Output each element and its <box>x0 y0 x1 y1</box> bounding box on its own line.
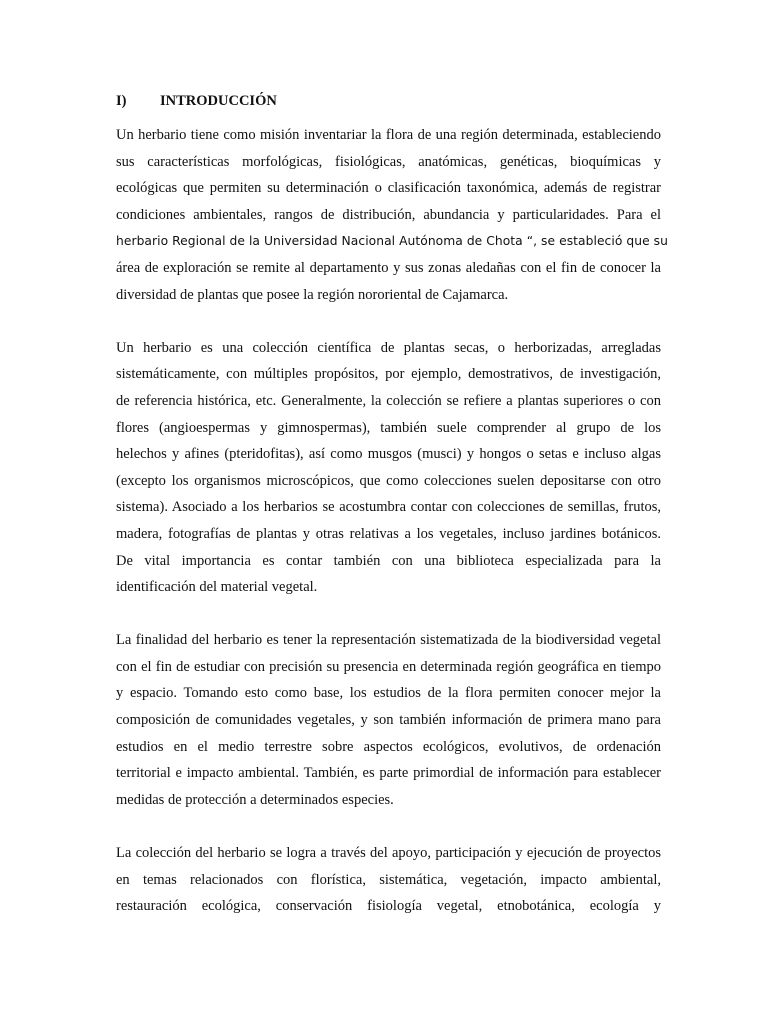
section-title: INTRODUCCIÓN <box>160 93 277 109</box>
text-line-alt-font <box>116 228 668 255</box>
text-line: La finalidad del herbario es tener la representación sistematizada de la biodiversidad vegetal <box>116 632 661 649</box>
section-heading <box>116 88 661 114</box>
text-line: ecológicas que permiten su determinación o clasificación taxonómica, además de registrar <box>116 180 661 197</box>
text-line: sus características morfológicas, fisiológicas, anatómicas, genéticas, bioquímicas y <box>116 153 661 170</box>
paragraph-1 <box>116 122 668 308</box>
text-line: y espacio. Tomando esto como base, los estudios de la flora permiten conocer mejor la <box>116 685 661 702</box>
text-line: De vital importancia es contar también con una biblioteca especializada para la <box>116 552 661 569</box>
paragraph-3 <box>116 627 661 813</box>
text-line: Un herbario tiene como misión inventariar la flora de una región determinada, estableciendo <box>116 127 661 143</box>
section-number: I) <box>116 93 127 109</box>
text-line: helechos y afines (pteridofitas), así como musgos (musci) y hongos o setas e incluso algas <box>116 446 661 463</box>
alt-font-text: herbario Regional de la Universidad Nacional Autónoma de Chota “, se estableció que su <box>116 234 668 249</box>
text-line: identificación del material vegetal. <box>116 579 318 596</box>
text-line: en temas relacionados con florística, sistemática, vegetación, impacto ambiental, <box>116 871 661 888</box>
text-line: con el fin de estudiar con precisión su presencia en determinada región geográfica en tiempo <box>116 658 661 675</box>
text-line: flores (angioespermas y gimnospermas), también suele comprender al grupo de los <box>116 419 661 436</box>
text-line: territorial e impacto ambiental. También, es parte primordial de información para establecer <box>116 765 661 782</box>
text-line: composición de comunidades vegetales, y son también información de primera mano para <box>116 712 661 729</box>
text-line: restauración ecológica, conservación fisiología vegetal, etnobotánica, ecología y <box>116 898 661 915</box>
paragraph-4 <box>116 840 661 920</box>
text-line: sistema). Asociado a los herbarios se acostumbra contar con colecciones de semillas, frutos, <box>116 499 661 516</box>
text-line: (excepto los organismos microscópicos, que como colecciones suelen depositarse con otro <box>116 472 661 489</box>
text-line: madera, fotografías de plantas y otras relativas a los vegetales, incluso jardines botánicos. <box>116 525 661 542</box>
text-line: medidas de protección a determinados especies. <box>116 791 394 808</box>
text-line: diversidad de plantas que posee la región nororiental de Cajamarca. <box>116 286 509 303</box>
text-line: Un herbario es una colección científica de plantas secas, o herborizadas, arregladas <box>116 339 661 356</box>
text-line: condiciones ambientales, rangos de distribución, abundancia y particularidades. Para el <box>116 206 661 223</box>
text-line: La colección del herbario se logra a través del apoyo, participación y ejecución de proyectos <box>116 845 661 862</box>
document-page <box>116 88 668 946</box>
text-line: sistemáticamente, con múltiples propósitos, por ejemplo, demostrativos, de investigación, <box>116 366 661 383</box>
text-line: de referencia histórica, etc. Generalmente, la colección se refiere a plantas superiores o con <box>116 392 661 409</box>
paragraph-2 <box>116 335 661 601</box>
text-line: área de exploración se remite al departamento y sus zonas aledañas con el fin de conocer la <box>116 259 661 276</box>
text-line: estudios en el medio terrestre sobre aspectos ecológicos, evolutivos, de ordenación <box>116 738 661 755</box>
